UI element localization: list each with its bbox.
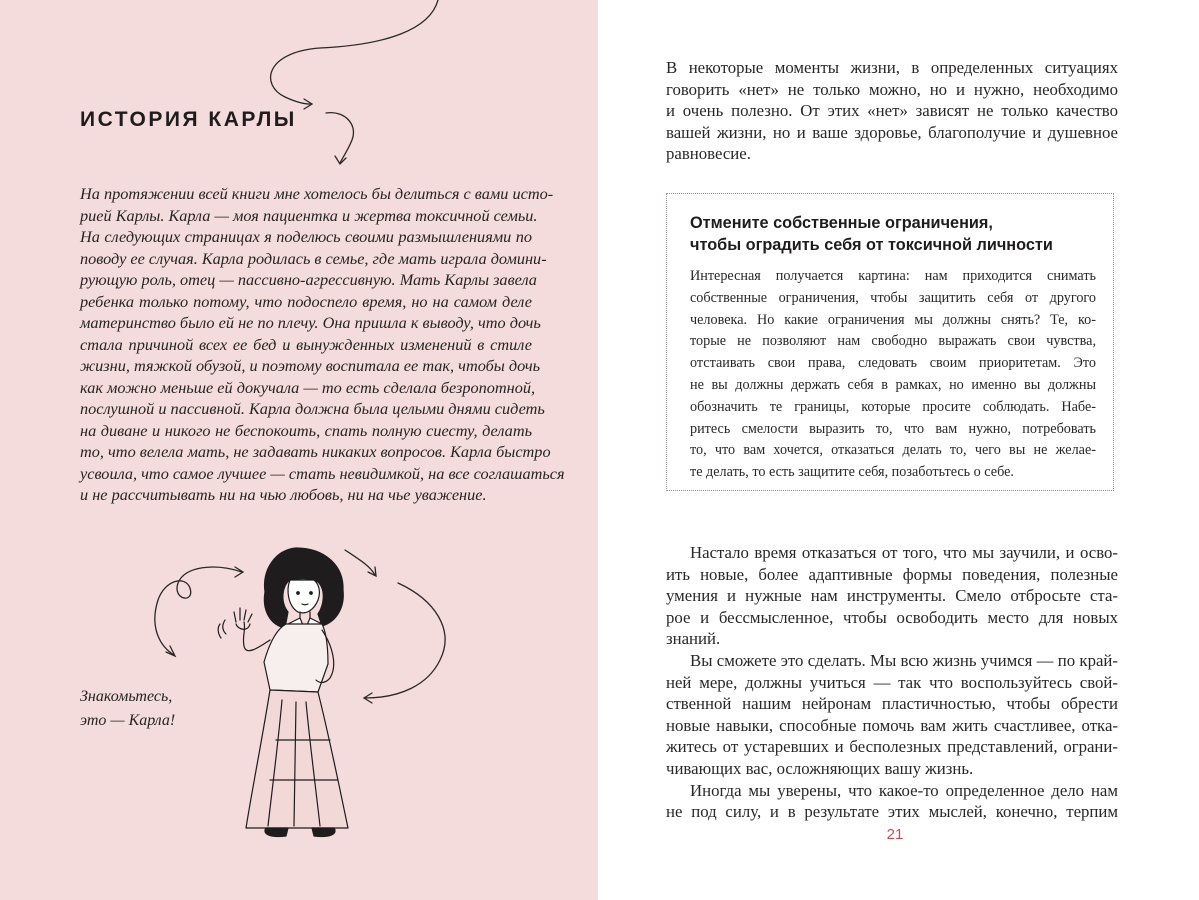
story-line: материнство было ей не по плечу. Она пришла к выводу, что дочь xyxy=(80,313,541,332)
intro-line: и очень полезно. От этих «нет» зависят не только качество xyxy=(666,101,1118,121)
illustration-caption xyxy=(80,685,175,733)
body-line: Иногда мы уверены, что какое-то определенное дело нам xyxy=(690,780,1118,800)
sweep-arrow-right xyxy=(345,550,375,575)
story-line: послушной и пассивной. Карла должна была целыми днями сидеть xyxy=(80,399,545,418)
story-line: рующую роль, отец — пассивно-агрессивную. Мать Карлы завела xyxy=(80,270,537,289)
body-line: Настало время отказаться от того, что мы заучили, и осво- xyxy=(690,543,1118,562)
story-line: поводу ее случая. Карла родилась в семье, где мать играла домини- xyxy=(80,248,547,268)
intro-line: вашей жизни, но и ваше здоровье, благополучие и душевное xyxy=(666,122,1118,142)
body-paragraphs xyxy=(666,542,1118,823)
intro-paragraph xyxy=(666,57,1118,165)
sweep-arrow-right-curve xyxy=(365,583,445,698)
tip-line: ритесь смелости выразить то, что вам нужно, потребовать xyxy=(690,420,1096,437)
tip-line: человека. Но какие ограничения мы должны снять? Те, ко- xyxy=(690,311,1096,328)
story-line: и не рассчитывать ни на чью любовь, ни на чье уважение. xyxy=(80,485,487,504)
story-line: ребенка только потому, что подоспело время, но на самом деле xyxy=(80,291,532,311)
story-line: На протяжении всей книги мне хотелось бы делиться с вами исто- xyxy=(80,184,554,203)
tip-title-line: Отмените собственные ограничения, xyxy=(690,214,993,232)
tip-line: собственные ограничения, чтобы защитить себя от другого xyxy=(690,289,1096,306)
loop-arrow-left-head-a xyxy=(235,567,243,577)
tip-line: торые не позволяют нам свободно выражать свои чувства, xyxy=(690,333,1096,350)
story-line: На следующих страницах я поделюсь своими размышлениями по xyxy=(80,227,532,246)
tip-box-title xyxy=(690,213,1090,256)
tip-line: не вы должны держать себя в рамках, но именно вы должны xyxy=(690,376,1096,393)
tip-line: то, что вам хочется, отказаться делать то, чего вы не желае- xyxy=(690,442,1096,459)
body-line: Вы сможете это сделать. Мы всю жизнь учимся — по край- xyxy=(690,650,1118,670)
tip-line: обозначить те границы, которые просите соблюдать. Набе- xyxy=(690,398,1096,415)
story-line: жизни, тяжкой обузой, и поэтому воспитала ее так, чтобы дочь xyxy=(80,356,541,375)
title-arrow-head xyxy=(335,156,346,164)
story-line: то, что велела мать, не задавать никаких вопросов. Карла быстро xyxy=(80,442,551,461)
tip-line: отстаивать свои права, следовать своим приоритетам. Это xyxy=(690,355,1096,372)
story-line: стала причиной всех ее бед и вынужденных изменений в стиле xyxy=(80,334,532,354)
body-line: не под силу, и в результате этих мыслей, конечно, терпим xyxy=(666,802,1118,822)
body-line: ственной нашим нейронам пластичностью, чтобы обрести xyxy=(666,694,1118,714)
story-line: усвоила, что самое лучшее — стать невидимкой, на все соглашаться xyxy=(80,463,565,483)
body-line: знаний. xyxy=(666,629,721,649)
girl-illustration xyxy=(218,548,348,837)
body-line: умения и нужные нам инструменты. Смело отбросьте ста- xyxy=(666,586,1118,606)
tip-title-line: чтобы оградить себя от токсичной личности xyxy=(690,235,1053,254)
swirl-arrow-top xyxy=(271,0,438,104)
intro-line: В некоторые моменты жизни, в определенных ситуациях xyxy=(666,58,1118,77)
body-line: житесь от устаревших и бесполезных представлений, ограни- xyxy=(666,737,1118,757)
loop-arrow-left-head-b xyxy=(166,646,175,656)
caption-line: это — Карла! xyxy=(80,712,176,729)
tip-line: те делать, то есть защитите себя, позаботьтесь о себе. xyxy=(690,464,1014,481)
chapter-title: ИСТОРИЯ КАРЛЫ xyxy=(80,108,297,131)
body-line: чивающих вас, осложняющих вашу жизнь. xyxy=(666,758,974,778)
title-arrow xyxy=(326,113,353,163)
intro-line: равновесие. xyxy=(666,144,751,164)
tip-box-text xyxy=(690,266,1096,484)
caption-line: Знакомьтесь, xyxy=(80,688,173,705)
intro-line: говорить «нет» не только можно, но и нужно, необходимо xyxy=(666,79,1118,99)
story-line: на диване и никого не беспокоить, спать полную сиесту, делать xyxy=(80,420,532,440)
tip-line: Интересная получается картина: нам приходится снимать xyxy=(690,268,1096,284)
body-line: ней мере, должны учиться — так что воспользуйтесь свой- xyxy=(666,672,1118,692)
story-line: как можно меньше ей докучала — то есть сделала безропотной, xyxy=(80,377,536,397)
body-line: ить новые, более адаптивные формы поведения, полезные xyxy=(666,564,1118,584)
body-line: новые навыки, способные помочь вам жить счастливее, отка- xyxy=(666,715,1118,735)
story-paragraph xyxy=(80,183,565,506)
loop-arrow-left xyxy=(155,567,242,655)
body-line: рое и бессмысленное, чтобы освободить место для новых xyxy=(666,607,1118,627)
story-line: рией Карлы. Карла — моя пациентка и жертва токсичной семьи. xyxy=(80,205,538,225)
page-number: 21 xyxy=(886,826,904,843)
